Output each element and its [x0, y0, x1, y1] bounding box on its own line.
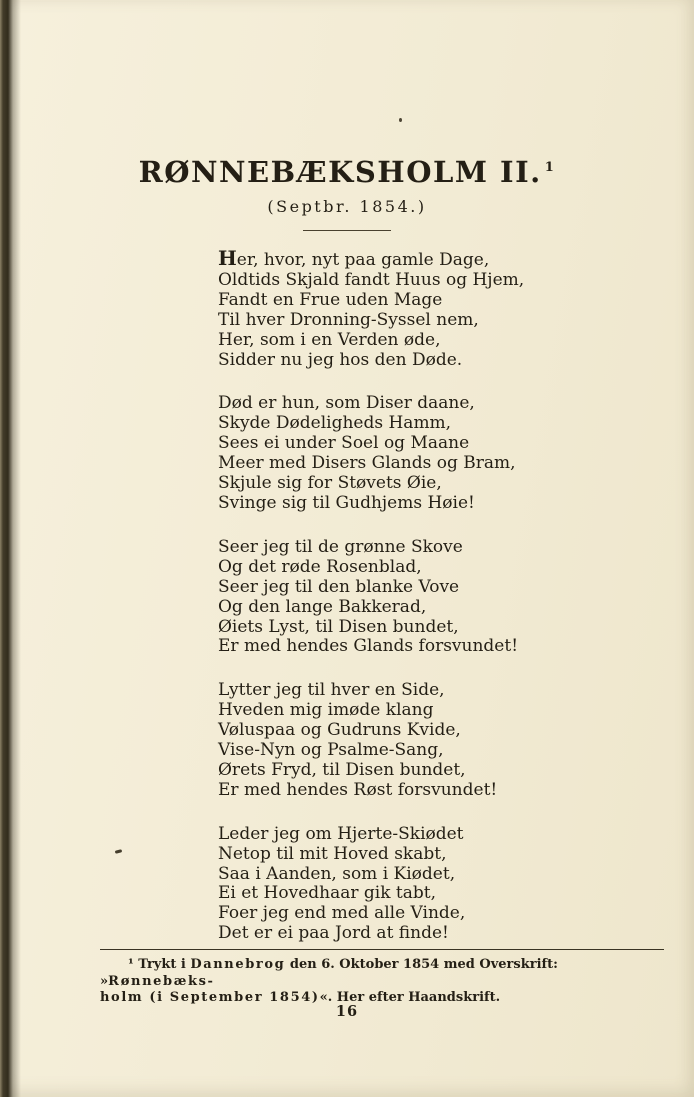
poem-line: Skjule sig for Støvets Øie, [218, 473, 442, 494]
poem-line: Seer jeg til de grønne Skove [218, 536, 463, 557]
poem-line: Leder jeg om Hjerte-Skiødet [218, 823, 464, 844]
poem-line: Meer med Disers Glands og Bram, [218, 453, 516, 474]
poem-line: Ei et Hovedhaar gik tabt, [218, 883, 437, 904]
poem-line: Her, som i en Verden øde, [218, 329, 441, 350]
stanza [218, 538, 524, 657]
stanza [218, 394, 524, 513]
footnote-text [100, 957, 664, 1007]
poem-line: Er med hendes Røst forsvundet! [218, 779, 498, 800]
stanza [218, 681, 524, 800]
footnote-segment: ¹ Trykt i [128, 957, 191, 972]
poem-line: Fandt en Frue uden Mage [218, 289, 443, 310]
poem [218, 246, 525, 968]
poem-line: Saa i Aanden, som i Kiødet, [218, 863, 456, 884]
ink-speck [115, 849, 123, 854]
poem-line: Og den lange Bakkerad, [218, 596, 427, 617]
poem-line: Og det røde Rosenblad, [218, 556, 422, 577]
poem-line: Død er hun, som Diser daane, [218, 393, 475, 414]
poem-header [0, 155, 694, 231]
footnote-emphasized-text: holm (i September 1854) [100, 990, 320, 1005]
page-number: 16 [335, 1003, 359, 1020]
title-footnote-marker: 1 [544, 160, 556, 176]
poem-title [0, 155, 694, 189]
footnote-segment: «. Her efter Haandskrift. [319, 990, 501, 1005]
poem-line: Oldtids Skjald fandt Huus og Hjem, [218, 269, 525, 290]
poem-line: Vise-Nyn og Psalme-Sang, [218, 740, 444, 761]
poem-line: Skyde Dødeligheds Hamm, [218, 413, 452, 434]
footnote-segment: den 6. Oktober 1854 med Overskrift: » [100, 957, 558, 989]
poem-title-text: RØNNEBÆKSHOLM II. [138, 155, 542, 189]
poem-line: Det er ei paa Jord at finde! [218, 923, 449, 944]
poem-line: Er med hendes Glands forsvundet! [218, 636, 519, 657]
poem-line: Lytter jeg til hver en Side, [218, 680, 445, 701]
poem-line: Her, hvor, nyt paa gamle Dage, [218, 246, 490, 270]
footnote-line [100, 957, 664, 990]
footnote-emphasized-text: Dannebrog [190, 957, 286, 972]
poem-line: Øiets Lyst, til Disen bundet, [218, 616, 459, 637]
poem-line: Vøluspaa og Gudruns Kvide, [218, 720, 461, 741]
poem-line: Netop til mit Hoved skabt, [218, 843, 447, 864]
poem-line: Sees ei under Soel og Maane [218, 433, 470, 454]
footnote-emphasized-text: Rønnebæks- [108, 973, 215, 989]
poem-line: Sidder nu jeg hos den Døde. [218, 349, 463, 370]
poem-line: Hveden mig imøde klang [218, 700, 434, 721]
poem-line: Til hver Dronning-Syssel nem, [218, 309, 479, 330]
poem-line: Svinge sig til Gudhjems Høie! [218, 492, 475, 513]
stanza [218, 246, 525, 370]
footnote [100, 949, 664, 1007]
poem-date: (Septbr. 1854.) [267, 197, 427, 216]
ink-speck [399, 118, 402, 122]
stanza [218, 825, 524, 944]
title-divider [303, 230, 391, 231]
poem-line: Ørets Fryd, til Disen bundet, [218, 759, 466, 780]
poem-line: Foer jeg end med alle Vinde, [218, 903, 466, 924]
poem-line: Seer jeg til den blanke Vove [218, 576, 460, 597]
